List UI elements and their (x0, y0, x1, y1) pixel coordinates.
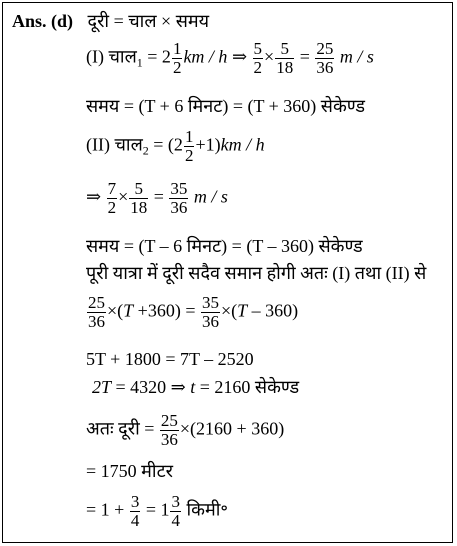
fraction: $\frac{3}{4}$ (171, 492, 180, 530)
term-2t: 2T (92, 377, 112, 397)
line-distance-km (86, 493, 228, 530)
speed1-equals: = 2 (142, 46, 171, 67)
line-equal-distance: पूरी यात्रा में दूरी सदैव समान होगी अतः (I) तथा (II) से (86, 263, 427, 283)
distance-formula: दूरी = चाल × समय (87, 11, 210, 31)
equation-end: – 360) (247, 300, 299, 321)
unit-ms: m / s (189, 186, 228, 207)
line-speed-2-conversion (86, 180, 228, 217)
equals-sign: = (295, 46, 315, 67)
variable-t: T (237, 300, 248, 321)
unit-kmh: km / h (220, 134, 265, 155)
equation-middle: +360) = (133, 300, 200, 321)
speed2-label: (II) चाल (86, 134, 143, 155)
line-distance (86, 412, 284, 449)
solve-middle: = 4320 ⇒ (111, 377, 191, 397)
unit-ms: m / s (335, 46, 374, 67)
paren-open: ×( (107, 300, 124, 321)
speed1-subscript: 1 (136, 55, 143, 70)
line-time-1: समय = (T + 6 मिनट) = (T + 360) सेकेण्ड (86, 96, 365, 116)
fraction: $\frac{25}{36}$ (88, 293, 105, 331)
implies-arrow: ⇒ (86, 186, 106, 207)
fraction: $\frac{3}{4}$ (130, 492, 140, 530)
line-equation (86, 294, 298, 331)
times-sign: × (264, 46, 275, 67)
fraction: $\frac{35}{36}$ (170, 179, 188, 217)
fraction: $\frac{25}{36}$ (160, 411, 178, 449)
speed2-equals: = (2 (148, 134, 183, 155)
fraction: $\frac{5}{2}$ (253, 39, 263, 77)
line-linear-equation: 5T + 1800 = 7T – 2520 (86, 349, 254, 369)
answer-label: Ans. (d) (12, 11, 74, 31)
speed2-rest: +1) (195, 134, 221, 155)
line-speed-2 (86, 128, 265, 165)
times-sign: × (118, 186, 129, 207)
fraction: $\frac{5}{18}$ (130, 179, 148, 217)
unit-kmh: km / h (183, 46, 228, 67)
line-distance-meters: = 1750 मीटर (86, 461, 174, 481)
fraction: $\frac{5}{18}$ (276, 39, 294, 77)
fraction: $\frac{25}{36}$ (316, 39, 334, 77)
distance-expression: ×(2160 + 360) (179, 418, 285, 439)
equals-sign: = (149, 186, 169, 207)
variable-t: T (123, 300, 134, 321)
line-speed-1 (86, 40, 374, 77)
speed2-subscript: 2 (142, 143, 149, 158)
fraction: $\frac{7}{2}$ (107, 179, 117, 217)
fraction: $\frac{35}{36}$ (201, 293, 219, 331)
fraction: $\frac{1}{2}$ (172, 39, 182, 77)
unit-km: किमी॰ (181, 499, 229, 520)
line-formula (12, 12, 209, 30)
km-equals: = 1 (141, 499, 170, 520)
fraction: $\frac{1}{2}$ (184, 127, 194, 165)
line-solve-t (92, 378, 299, 396)
implies-arrow: ⇒ (227, 46, 252, 67)
km-prefix: = 1 + (86, 499, 129, 520)
speed1-label: (I) चाल (86, 46, 137, 67)
variable-t-lower: t (190, 377, 196, 397)
distance-label: अतः दूरी = (86, 418, 159, 439)
line-time-2: समय = (T – 6 मिनट) = (T – 360) सेकेण्ड (86, 236, 363, 256)
paren-open: ×( (220, 300, 238, 321)
solve-result: = 2160 सेकेण्ड (195, 377, 300, 397)
